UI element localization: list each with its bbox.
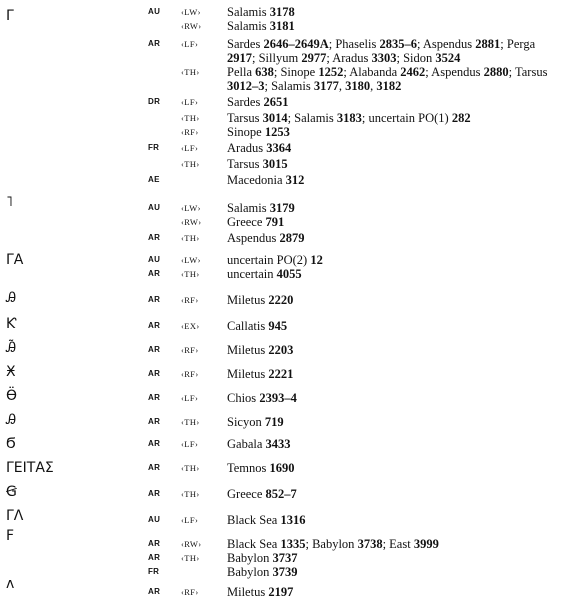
sign-glyph: Γ: [6, 8, 14, 24]
reference-text: Sicyon 719: [227, 415, 284, 429]
metal-code: AR: [148, 587, 161, 596]
metal-code: AU: [148, 203, 161, 212]
reference-text: Aspendus 2879: [227, 231, 305, 245]
metal-code: AR: [148, 321, 161, 330]
metal-code: AR: [148, 417, 161, 426]
position-code: ‹RF›: [181, 345, 199, 355]
position-code: ‹RW›: [181, 21, 202, 31]
reference-text: Salamis 3178: [227, 5, 295, 19]
position-code: ‹RF›: [181, 295, 199, 305]
reference-text: Chios 2393–4: [227, 391, 297, 405]
reference-text: Salamis 3181: [227, 19, 295, 33]
position-code: ‹TH›: [181, 489, 200, 499]
metal-code: DR: [148, 97, 161, 106]
metal-code: AR: [148, 553, 161, 562]
sign-glyph: Ƙ: [6, 316, 17, 332]
reference-text: 2917; Sillyum 2977; Aradus 3303; Sidon 3524: [227, 51, 461, 65]
sign-glyph: ΓΕΙΤΑΣ: [6, 460, 54, 476]
position-code: ‹TH›: [181, 553, 200, 563]
metal-code: FR: [148, 567, 160, 576]
position-code: ‹TH›: [181, 159, 200, 169]
reference-text: Sinope 1253: [227, 125, 290, 139]
metal-code: AR: [148, 439, 161, 448]
reference-text: Miletus 2203: [227, 343, 294, 357]
reference-text: Black Sea 1316: [227, 513, 306, 527]
sign-glyph: ˥: [6, 194, 13, 210]
metal-code: AR: [148, 295, 161, 304]
metal-code: AR: [148, 269, 161, 278]
metal-code: FR: [148, 143, 160, 152]
reference-text: uncertain PO(2) 12: [227, 253, 323, 267]
position-code: ‹LF›: [181, 515, 199, 525]
reference-text: Greece 791: [227, 215, 285, 229]
reference-text: Temnos 1690: [227, 461, 295, 475]
position-code: ‹TH›: [181, 417, 200, 427]
metal-code: AR: [148, 369, 161, 378]
metal-code: AR: [148, 393, 161, 402]
position-code: ‹RF›: [181, 587, 199, 597]
reference-text: 3012–3; Salamis 3177, 3180, 3182: [227, 79, 402, 93]
position-code: ‹RW›: [181, 539, 202, 549]
reference-text: Miletus 2221: [227, 367, 294, 381]
position-code: ‹EX›: [181, 321, 200, 331]
sign-glyph: Ꭿ̃: [6, 340, 17, 356]
sign-glyph: Ϝ: [6, 528, 15, 544]
metal-code: AR: [148, 233, 161, 242]
reference-text: Babylon 3737: [227, 551, 298, 565]
reference-text: uncertain 4055: [227, 267, 302, 281]
sign-glyph: Ӿ: [6, 364, 16, 380]
metal-code: AU: [148, 515, 161, 524]
reference-text: Sardes 2651: [227, 95, 289, 109]
sign-glyph: Ꭿ: [6, 290, 17, 306]
metal-code: AE: [148, 175, 160, 184]
position-code: ‹LW›: [181, 203, 201, 213]
position-code: ‹LF›: [181, 97, 199, 107]
position-code: ‹TH›: [181, 113, 200, 123]
position-code: ‹TH›: [181, 233, 200, 243]
metal-code: AR: [148, 345, 161, 354]
position-code: ‹TH›: [181, 67, 200, 77]
position-code: ‹LF›: [181, 39, 199, 49]
position-code: ‹RF›: [181, 369, 199, 379]
sign-glyph: Ꞡ: [6, 484, 17, 500]
reference-text: Babylon 3739: [227, 565, 298, 579]
metal-code: AR: [148, 39, 161, 48]
reference-text: Pella 638; Sinope 1252; Alabanda 2462; Aspendus 2880; Tarsus: [227, 65, 548, 79]
sign-glyph: ΓΛ: [6, 508, 24, 524]
position-code: ‹LW›: [181, 255, 201, 265]
position-code: ‹RF›: [181, 127, 199, 137]
sign-glyph: Ꭿ: [6, 412, 17, 428]
reference-text: Sardes 2646–2649A; Phaselis 2835–6; Aspendus 2881; Perga: [227, 37, 536, 51]
metal-code: AR: [148, 539, 161, 548]
sign-glyph: ΓΑ: [6, 252, 24, 268]
metal-code: AU: [148, 7, 161, 16]
reference-text: Macedonia 312: [227, 173, 305, 187]
position-code: ‹LF›: [181, 439, 199, 449]
metal-code: AU: [148, 255, 161, 264]
position-code: ‹LF›: [181, 393, 199, 403]
position-code: ‹LW›: [181, 7, 201, 17]
reference-text: Miletus 2197: [227, 585, 294, 599]
reference-text: Black Sea 1335; Babylon 3738; East 3999: [227, 537, 439, 551]
position-code: ‹LF›: [181, 143, 199, 153]
reference-text: Salamis 3179: [227, 201, 295, 215]
position-code: ‹TH›: [181, 463, 200, 473]
position-code: ‹RW›: [181, 217, 202, 227]
sign-glyph: ᴧ: [6, 576, 15, 592]
metal-code: AR: [148, 489, 161, 498]
reference-text: Miletus 2220: [227, 293, 294, 307]
reference-text: Greece 852–7: [227, 487, 297, 501]
reference-text: Tarsus 3015: [227, 157, 288, 171]
reference-text: Callatis 945: [227, 319, 288, 333]
position-code: ‹TH›: [181, 269, 200, 279]
reference-text: Gabala 3433: [227, 437, 291, 451]
reference-text: Aradus 3364: [227, 141, 292, 155]
reference-text: Tarsus 3014; Salamis 3183; uncertain PO(1) 282: [227, 111, 471, 125]
metal-code: AR: [148, 463, 161, 472]
sign-glyph: Ӫ: [6, 388, 18, 404]
sign-glyph: Ϭ: [6, 436, 16, 452]
